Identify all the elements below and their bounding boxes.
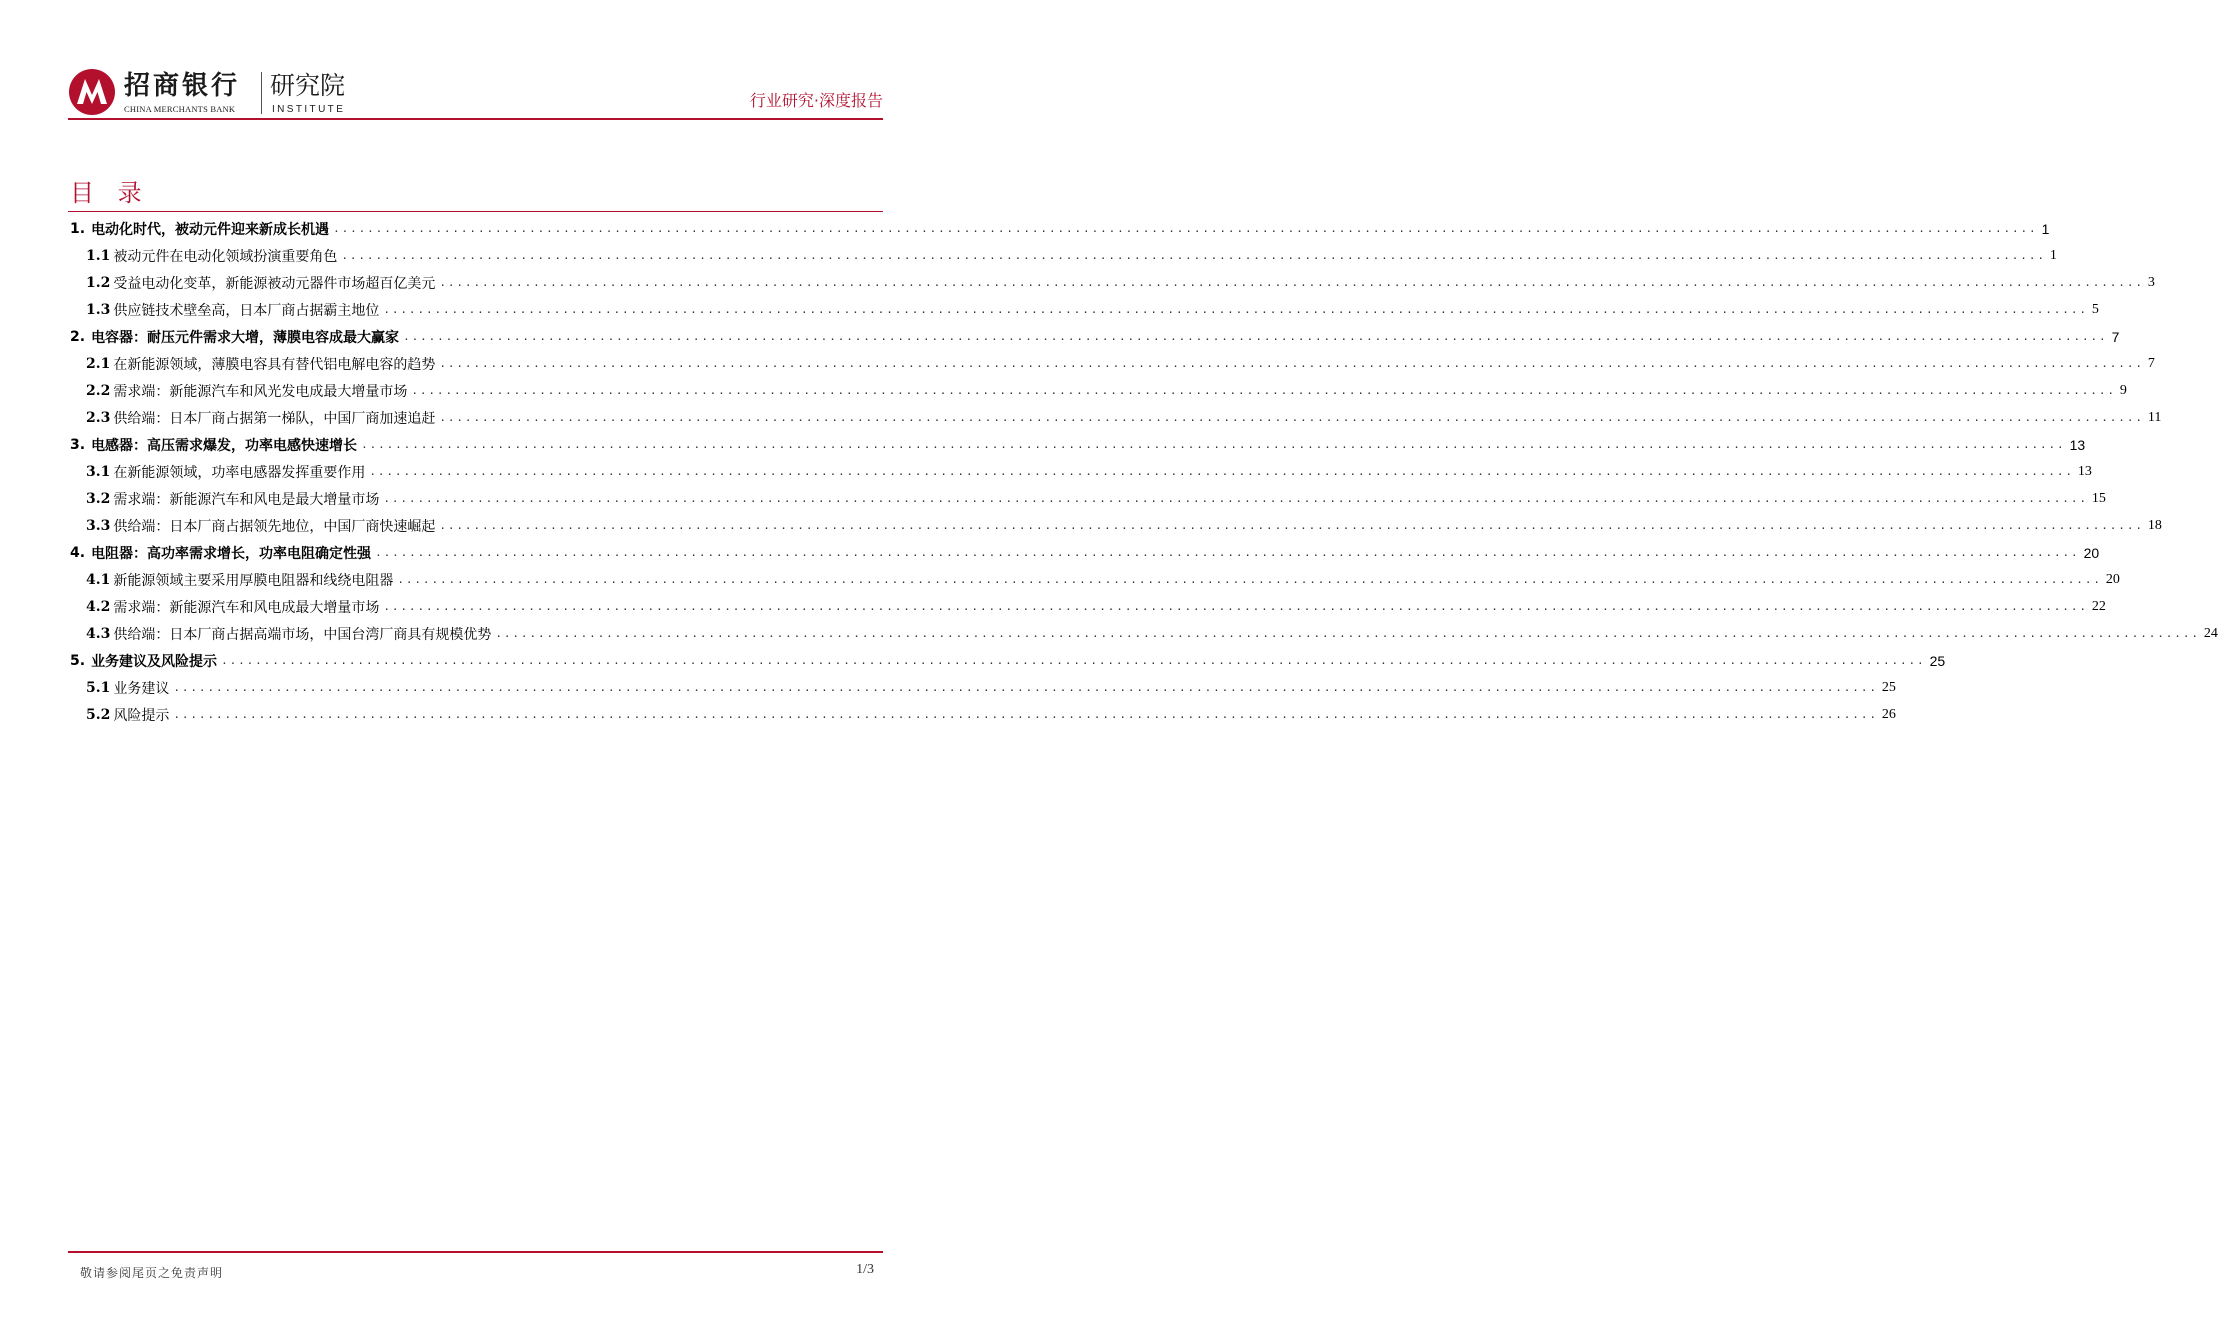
toc-entry-page: 13: [2077, 463, 2092, 479]
brand-name-cn: 招商银行: [124, 71, 241, 101]
toc-entry[interactable]: [0, 215, 2050, 242]
cmb-logo-icon: [68, 68, 116, 116]
toc-dot-leader: ........................................................................................................................................................................................................: [495, 626, 2200, 640]
toc-entry[interactable]: [0, 431, 2086, 458]
toc-entry-number: 1.3: [86, 301, 111, 318]
toc-dot-leader: ........................................................................................................................................................................................................: [439, 518, 2144, 532]
institute-name-cn: 研究院: [270, 71, 346, 100]
toc-entry-number: 4.3: [86, 625, 111, 642]
toc-entry-label: 受益电动化变革，新能源被动元器件市场超百亿美元: [113, 275, 436, 292]
toc-entry[interactable]: [0, 404, 2162, 431]
report-type-label: 行业研究·深度报告: [749, 91, 883, 110]
toc-entry-page: 1: [2041, 220, 2050, 237]
brand-name-en: CHINA MERCHANTS BANK: [124, 104, 236, 114]
toc-entry-page: 5: [2091, 301, 2099, 317]
toc-list: [0, 215, 2218, 728]
footer-disclaimer: 敬请参阅尾页之免责声明: [80, 1266, 224, 1280]
toc-entry-page: 18: [2147, 517, 2162, 533]
toc-entry-page: 25: [1929, 652, 1946, 669]
toc-dot-leader: ........................................................................................................................................................................................................: [383, 302, 2088, 316]
toc-entry-page: 24: [2203, 625, 2218, 641]
toc-dot-leader: ........................................................................................................................................................................................................: [383, 491, 2088, 505]
toc-entry-page: 20: [2083, 544, 2100, 561]
toc-entry-label: 需求端：新能源汽车和风光发电成最大增量市场: [113, 383, 408, 400]
toc-entry-number: 2.3: [86, 409, 111, 426]
toc-entry[interactable]: [0, 647, 1946, 674]
toc-dot-leader: ........................................................................................................................................................................................................: [439, 356, 2144, 370]
toc-dot-leader: ........................................................................................................................................................................................................: [375, 545, 2080, 559]
toc-entry[interactable]: [0, 269, 2155, 296]
toc-entry[interactable]: [0, 539, 2100, 566]
toc-dot-leader: ........................................................................................................................................................................................................: [341, 248, 2046, 262]
toc-entry-number: 3.1: [86, 463, 111, 480]
page-header: [68, 66, 883, 118]
toc-entry-number: 1.1: [86, 247, 111, 264]
toc-entry-label: 电感器：高压需求爆发，功率电感快速增长: [91, 437, 358, 454]
toc-dot-leader: ........................................................................................................................................................................................................: [333, 221, 2038, 235]
toc-entry[interactable]: [0, 350, 2155, 377]
toc-dot-leader: ........................................................................................................................................................................................................: [397, 572, 2102, 586]
footer-divider: [68, 1251, 883, 1253]
toc-entry[interactable]: [0, 512, 2162, 539]
toc-dot-leader: ........................................................................................................................................................................................................: [221, 653, 1926, 667]
toc-dot-leader: ........................................................................................................................................................................................................: [173, 707, 1878, 721]
toc-entry-number: 4.: [70, 544, 86, 561]
toc-entry-label: 供应链技术壁垒高，日本厂商占据霸主地位: [113, 302, 380, 319]
toc-entry[interactable]: [0, 674, 1896, 701]
toc-entry-number: 5.: [70, 652, 86, 669]
toc-entry-label: 电动化时代，被动元件迎来新成长机遇: [91, 221, 330, 238]
toc-title-divider: [68, 211, 883, 212]
toc-title: 目 录: [70, 179, 150, 207]
toc-dot-leader: ........................................................................................................................................................................................................: [383, 599, 2088, 613]
toc-entry-page: 7: [2111, 328, 2120, 345]
toc-entry-number: 3.: [70, 436, 86, 453]
toc-entry-label: 电容器：耐压元件需求大增，薄膜电容成最大赢家: [91, 329, 400, 346]
toc-entry-number: 4.1: [86, 571, 111, 588]
toc-entry[interactable]: [0, 458, 2092, 485]
toc-entry-label: 风险提示: [113, 707, 170, 724]
toc-entry-number: 1.: [70, 220, 86, 237]
toc-entry-label: 供给端：日本厂商占据高端市场，中国台湾厂商具有规模优势: [113, 626, 492, 643]
toc-entry-label: 在新能源领域，薄膜电容具有替代铝电解电容的趋势: [113, 356, 436, 373]
toc-entry[interactable]: [0, 701, 1896, 728]
toc-dot-leader: ........................................................................................................................................................................................................: [361, 437, 2066, 451]
toc-entry-label: 需求端：新能源汽车和风电成最大增量市场: [113, 599, 380, 616]
toc-dot-leader: ........................................................................................................................................................................................................: [369, 464, 2074, 478]
toc-entry-number: 5.2: [86, 706, 111, 723]
toc-entry-number: 1.2: [86, 274, 111, 291]
toc-entry-label: 业务建议及风险提示: [91, 653, 218, 670]
toc-dot-leader: ........................................................................................................................................................................................................: [411, 383, 2116, 397]
toc-entry-page: 13: [2069, 436, 2086, 453]
toc-entry-label: 需求端：新能源汽车和风电是最大增量市场: [113, 491, 380, 508]
toc-entry-number: 4.2: [86, 598, 111, 615]
toc-entry[interactable]: [0, 377, 2127, 404]
toc-entry-label: 在新能源领域，功率电感器发挥重要作用: [113, 464, 366, 481]
toc-entry-label: 被动元件在电动化领域扮演重要角色: [113, 248, 338, 265]
toc-entry[interactable]: [0, 620, 2218, 647]
toc-entry[interactable]: [0, 323, 2120, 350]
toc-entry-number: 3.2: [86, 490, 111, 507]
header-divider: [68, 118, 883, 120]
toc-entry-page: 25: [1881, 679, 1896, 695]
toc-entry[interactable]: [0, 296, 2099, 323]
toc-entry-label: 供给端：日本厂商占据第一梯队，中国厂商加速追赶: [113, 410, 436, 427]
toc-entry-page: 20: [2105, 571, 2120, 587]
toc-entry[interactable]: [0, 566, 2120, 593]
toc-entry-page: 22: [2091, 598, 2106, 614]
toc-entry-page: 9: [2119, 382, 2127, 398]
toc-dot-leader: ........................................................................................................................................................................................................: [439, 275, 2144, 289]
toc-entry-page: 1: [2049, 247, 2057, 263]
toc-dot-leader: ........................................................................................................................................................................................................: [173, 680, 1878, 694]
logo-divider: [261, 72, 262, 114]
page-indicator: 1/3: [856, 1262, 874, 1277]
toc-entry-page: 26: [1881, 706, 1896, 722]
toc-entry-label: 新能源领域主要采用厚膜电阻器和线绕电阻器: [113, 572, 394, 589]
toc-entry-number: 2.2: [86, 382, 111, 399]
toc-entry-label: 供给端：日本厂商占据领先地位，中国厂商快速崛起: [113, 518, 436, 535]
toc-entry-label: 电阻器：高功率需求增长，功率电阻确定性强: [91, 545, 372, 562]
toc-dot-leader: ........................................................................................................................................................................................................: [403, 329, 2108, 343]
toc-entry-number: 3.3: [86, 517, 111, 534]
toc-entry[interactable]: [0, 242, 2057, 269]
toc-entry-page: 7: [2147, 355, 2155, 371]
toc-entry-page: 11: [2147, 409, 2162, 425]
toc-entry[interactable]: [0, 485, 2106, 512]
toc-entry-page: 15: [2091, 490, 2106, 506]
toc-entry-label: 业务建议: [113, 680, 170, 697]
toc-dot-leader: ........................................................................................................................................................................................................: [439, 410, 2144, 424]
toc-entry-number: 2.1: [86, 355, 111, 372]
toc-entry[interactable]: [0, 593, 2106, 620]
toc-entry-number: 2.: [70, 328, 86, 345]
toc-entry-page: 3: [2147, 274, 2155, 290]
toc-entry-number: 5.1: [86, 679, 111, 696]
institute-name-en: INSTITUTE: [272, 104, 346, 115]
